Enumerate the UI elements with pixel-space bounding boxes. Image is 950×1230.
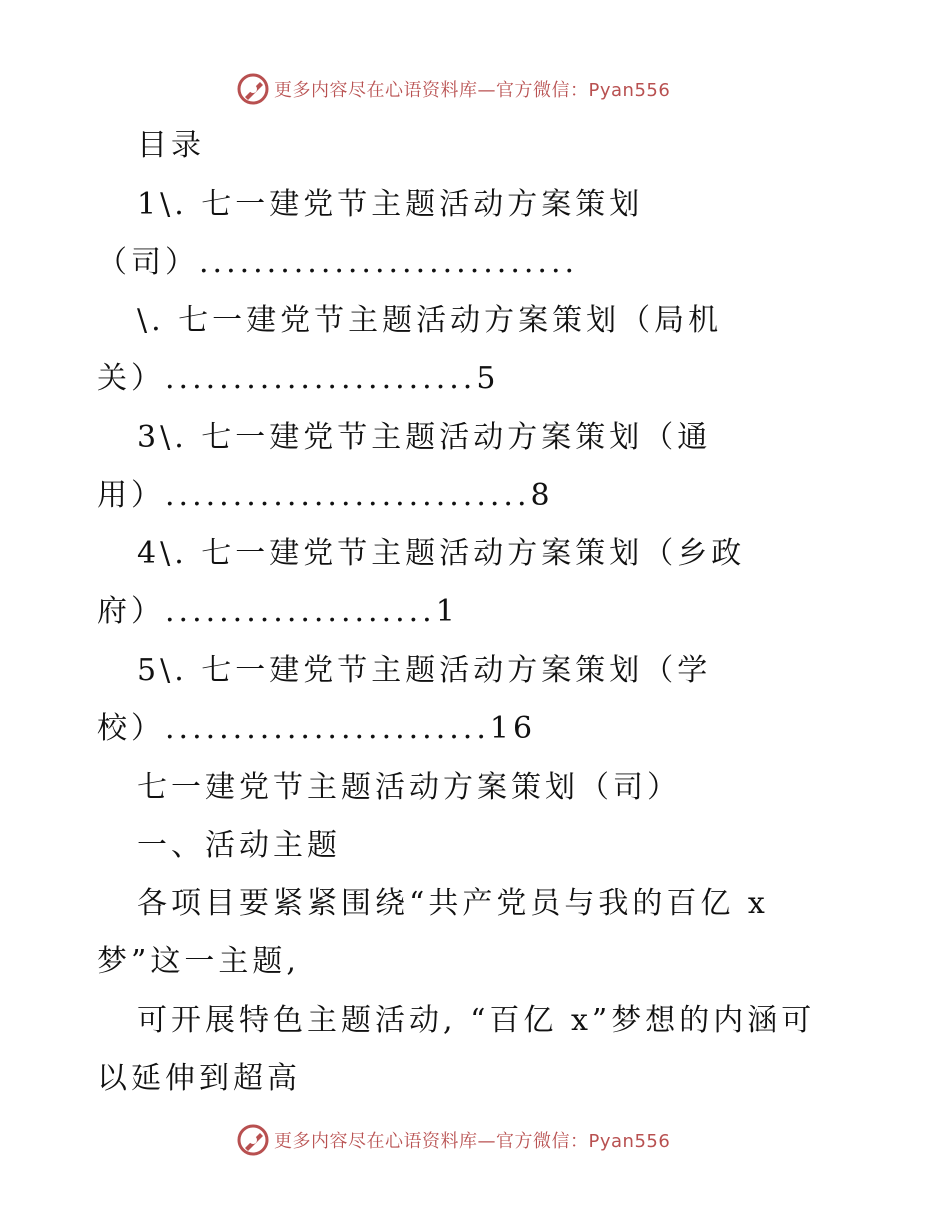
paragraph-2-line1: 可开展特色主题活动, “百亿 x”梦想的内涵可 bbox=[137, 1003, 816, 1038]
paragraph-2-line2: 以延伸到超高 bbox=[97, 1061, 301, 1096]
toc-entry-1-line2: （司）............................ bbox=[97, 245, 579, 280]
toc-entry-3-line2: 用）...........................8 bbox=[97, 478, 554, 513]
header-banner bbox=[236, 72, 670, 106]
pen-logo-icon bbox=[236, 1123, 270, 1157]
toc-entry-5-line1: 5\. 七一建党节主题活动方案策划（学 bbox=[137, 653, 712, 688]
paragraph-1-line1: 各项目要紧紧围绕“共产党员与我的百亿 x bbox=[137, 886, 769, 921]
section-title: 七一建党节主题活动方案策划（司） bbox=[137, 770, 681, 805]
toc-entry-3-line1: 3\. 七一建党节主题活动方案策划（通 bbox=[137, 420, 712, 455]
toc-entry-1-line1: 1\. 七一建党节主题活动方案策划 bbox=[137, 187, 644, 222]
toc-entry-4-line1: 4\. 七一建党节主题活动方案策划（乡政 bbox=[137, 536, 746, 571]
footer-banner bbox=[236, 1123, 670, 1157]
toc-entry-2-line2: 关）.......................5 bbox=[97, 361, 500, 396]
paragraph-1-line2: 梦”这一主题, bbox=[97, 944, 300, 979]
heading-activity-theme: 一、活动主题 bbox=[137, 828, 341, 863]
toc-entry-2-line1: \. 七一建党节主题活动方案策划（局机 bbox=[137, 303, 723, 338]
footer-banner-text: 更多内容尽在心语资料库—官方微信：Pyan556 bbox=[274, 1131, 671, 1152]
pen-logo-icon bbox=[236, 72, 270, 106]
toc-entry-5-line2: 校）........................16 bbox=[97, 711, 537, 746]
toc-title: 目录 bbox=[137, 128, 205, 163]
header-banner-text: 更多内容尽在心语资料库—官方微信：Pyan556 bbox=[274, 80, 671, 101]
toc-entry-4-line2: 府）....................1 bbox=[97, 594, 459, 629]
